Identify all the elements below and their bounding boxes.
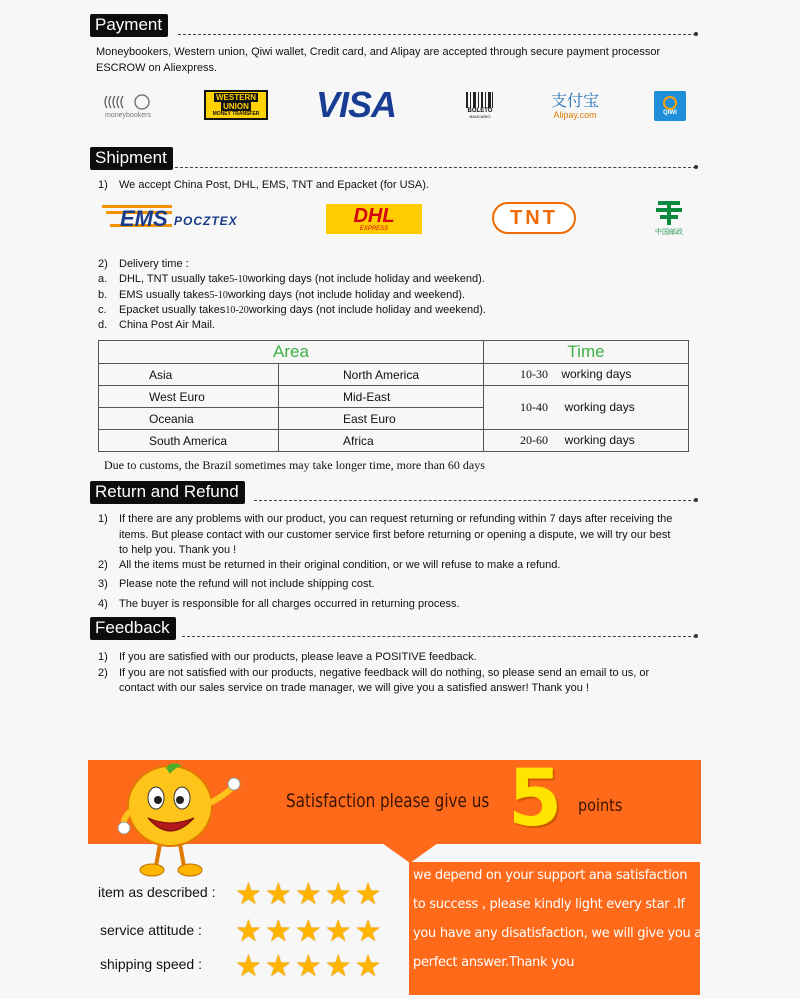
- china-post-text: 中国邮政: [655, 228, 683, 236]
- delivery-number: 2): [98, 258, 108, 270]
- smiley-mascot-icon: [110, 762, 242, 880]
- pocztex-text: POCZTEX: [174, 214, 238, 228]
- support-message-line: to success , please kindly light every star .If: [413, 897, 685, 912]
- china-post-icon: [654, 199, 684, 227]
- payment-description-2: ESCROW on Aliexpress.: [96, 62, 218, 74]
- alipay-logo: [540, 88, 610, 124]
- alipay-text: Alipay.com: [553, 110, 597, 120]
- feedback-item-text: contact with our sales service on trade manager, we will give you a satisfied answer! Thank you !: [119, 682, 589, 694]
- visa-logo: [310, 84, 402, 126]
- table-cell: East Euro: [279, 408, 484, 430]
- western-union-text: WESTERN: [216, 92, 256, 102]
- delivery-label: Delivery time :: [119, 258, 189, 270]
- time-cell: 20-60 working days: [484, 430, 689, 452]
- banner-pointer: [382, 843, 438, 863]
- delivery-item: EMS usually takes5-10working days (not include holiday and weekend).: [119, 289, 466, 301]
- star-icon[interactable]: ★: [264, 915, 292, 948]
- divider-end-dot: [694, 634, 698, 638]
- tnt-text: TNT: [510, 206, 558, 229]
- brazil-customs-note: Due to customs, the Brazil sometimes may take longer time, more than 60 days: [104, 458, 485, 472]
- support-message-line: we depend on your support ana satisfaction: [413, 868, 688, 883]
- refund-item-number: 1): [98, 513, 108, 525]
- refund-item-text: All the items must be returned in their original condition, or we will refuse to make a refund.: [119, 559, 561, 571]
- feedback-item-number: 2): [98, 667, 108, 679]
- table-cell: North America: [279, 364, 484, 386]
- star-icon[interactable]: ★: [294, 878, 322, 911]
- table-cell: West Euro: [99, 386, 279, 408]
- divider-end-dot: [694, 32, 698, 36]
- star-icon[interactable]: ★: [235, 915, 262, 948]
- refund-item-text: Please note the refund will not include shipping cost.: [119, 578, 375, 590]
- shipping-speed-stars: [235, 950, 382, 983]
- banner-points-text: points: [578, 796, 623, 816]
- table-cell: Asia: [99, 364, 279, 386]
- divider-end-dot: [694, 498, 698, 502]
- star-icon[interactable]: ★: [264, 878, 292, 911]
- qiwi-text: QIWI: [663, 110, 677, 116]
- refund-item-text: to help you. Thank you !: [119, 544, 237, 556]
- return-refund-heading: Return and Refund: [90, 481, 245, 504]
- support-message-line: perfect answer.Thank you: [413, 955, 575, 970]
- banner-big-number: 5: [508, 754, 563, 844]
- table-cell: South America: [99, 430, 279, 452]
- table-row: [99, 364, 689, 386]
- time-cell: 10-30 working days: [484, 364, 689, 386]
- table-cell: Oceania: [99, 408, 279, 430]
- delivery-letter: b.: [98, 289, 108, 301]
- moneybookers-text: moneybookers: [105, 111, 151, 119]
- moneybookers-icon: [101, 92, 155, 112]
- delivery-letter: c.: [98, 304, 107, 316]
- table-row: [99, 386, 689, 408]
- shipment-carriers-text: We accept China Post, DHL, EMS, TNT and Epacket (for USA).: [119, 179, 429, 191]
- star-icon[interactable]: ★: [324, 950, 352, 983]
- table-cell: Africa: [279, 430, 484, 452]
- delivery-item: China Post Air Mail.: [119, 319, 215, 331]
- dhl-subtext: EXPRESS: [359, 226, 389, 232]
- area-header: Area: [99, 341, 484, 364]
- table-cell: Mid-East: [279, 386, 484, 408]
- payment-heading: Payment: [90, 14, 168, 37]
- delivery-item: Epacket usually takes10-20working days (not include holiday and weekend).: [119, 304, 486, 316]
- star-icon[interactable]: ★: [294, 950, 322, 983]
- refund-item-number: 2): [98, 559, 108, 571]
- star-icon[interactable]: ★: [354, 950, 382, 983]
- ems-pocztex-logo: [102, 200, 238, 238]
- time-cell: 10-40 working days: [484, 386, 689, 430]
- rating-label: item as described :: [98, 884, 216, 900]
- refund-item-text: If there are any problems with our product, you can request returning or refunding within 7 days after receiving the: [119, 513, 673, 525]
- star-icon[interactable]: ★: [235, 878, 262, 911]
- star-icon[interactable]: ★: [354, 878, 382, 911]
- feedback-item-number: 1): [98, 651, 108, 663]
- delivery-letter: a.: [98, 273, 108, 285]
- delivery-letter: d.: [98, 319, 108, 331]
- delivery-time-table: [98, 340, 689, 452]
- payment-divider: [178, 34, 696, 35]
- item-described-stars: [235, 878, 382, 911]
- star-icon[interactable]: ★: [235, 950, 262, 983]
- rating-label: shipping speed :: [100, 956, 202, 972]
- feedback-item-text: If you are not satisfied with our products, negative feedback will do nothing, so please send an email to us, or: [119, 667, 650, 679]
- divider-end-dot: [694, 165, 698, 169]
- boleto-logo: [462, 86, 498, 124]
- time-header: Time: [484, 341, 689, 364]
- payment-description: Moneybookers, Western union, Qiwi wallet, Credit card, and Alipay are accepted through secure payment processor: [96, 46, 661, 58]
- star-icon[interactable]: ★: [324, 915, 352, 948]
- western-union-text-2: UNION: [223, 101, 249, 111]
- refund-divider: [254, 500, 696, 501]
- boleto-text: BOLETO: [467, 107, 493, 114]
- star-icon[interactable]: ★: [294, 915, 322, 948]
- rating-label: service attitude :: [100, 922, 202, 938]
- qiwi-circle-icon: [663, 96, 677, 110]
- ems-text: EMS: [120, 206, 168, 231]
- feedback-divider: [182, 636, 696, 637]
- star-icon[interactable]: ★: [264, 950, 292, 983]
- shipment-item-number: 1): [98, 179, 108, 191]
- support-message-line: you have any disatisfaction, we will give you a: [413, 926, 702, 941]
- boleto-subtext: BANCARIO: [469, 113, 491, 119]
- moneybookers-logo: [100, 88, 156, 122]
- service-attitude-stars: [235, 915, 382, 948]
- tnt-logo: [492, 202, 576, 234]
- refund-item-number: 3): [98, 578, 108, 590]
- dhl-text: DHL: [353, 205, 395, 227]
- banner-text: Satisfaction please give us: [286, 790, 490, 812]
- refund-item-text: items. But please contact with our customer service first before returning or opening a dispute, we will try our best: [119, 529, 671, 541]
- dhl-logo: [326, 204, 422, 234]
- shipment-heading: Shipment: [90, 147, 173, 170]
- star-icon[interactable]: ★: [354, 915, 382, 948]
- visa-text: VISA: [315, 84, 397, 125]
- star-icon[interactable]: ★: [324, 878, 352, 911]
- refund-item-number: 4): [98, 598, 108, 610]
- western-union-subtext: MONEY TRANSFER: [212, 110, 260, 117]
- refund-item-text: The buyer is responsible for all charges occurred in returning process.: [119, 598, 460, 610]
- delivery-item: DHL, TNT usually take5-10working days (not include holiday and weekend).: [119, 273, 485, 285]
- barcode-icon: [465, 92, 495, 108]
- table-row: [99, 430, 689, 452]
- china-post-logo: [650, 196, 688, 240]
- feedback-heading: Feedback: [90, 617, 176, 640]
- feedback-item-text: If you are satisfied with our products, please leave a POSITIVE feedback.: [119, 651, 477, 663]
- alipay-chinese-text: 支付宝: [550, 91, 599, 110]
- shipment-divider: [175, 167, 696, 168]
- support-message-box: [409, 862, 700, 995]
- western-union-logo: [204, 90, 268, 120]
- qiwi-logo: [654, 91, 686, 121]
